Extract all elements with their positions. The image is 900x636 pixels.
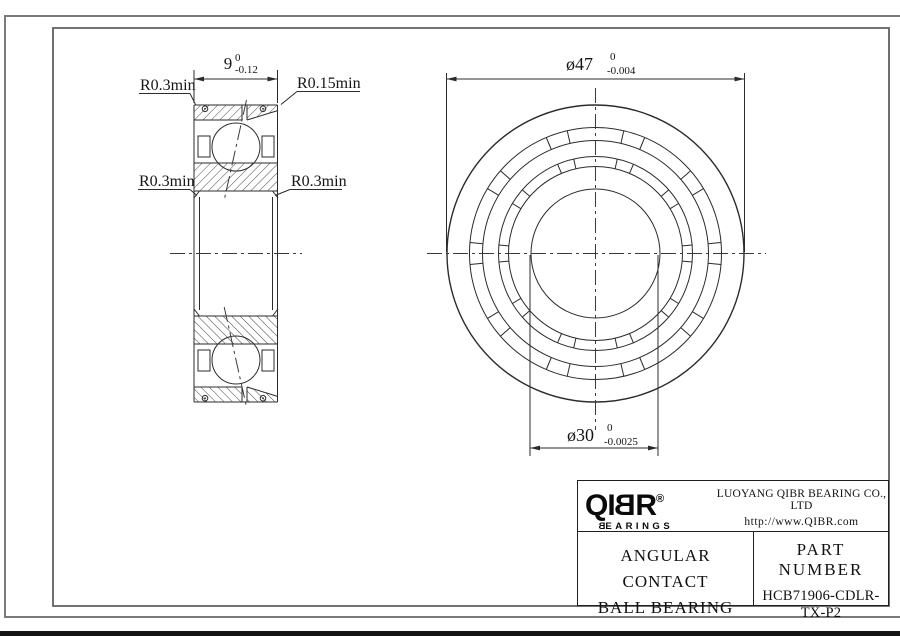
- title-block-detail-row: [578, 532, 888, 621]
- cage-bottom-right: [262, 350, 274, 371]
- outer-ring-bottom-left: [194, 387, 242, 402]
- company-website: http://www.QIBR.com: [744, 516, 859, 528]
- cage-top-left: [198, 136, 210, 157]
- title-block: [577, 480, 889, 621]
- logo-letter: R: [635, 489, 657, 522]
- logo-subtitle-rest: EARINGS: [605, 521, 674, 532]
- logo-letter: I: [607, 489, 615, 522]
- product-description: [578, 532, 754, 617]
- bottom-bar: [0, 631, 900, 636]
- product-line2: BALL BEARING: [597, 598, 734, 617]
- front-view: [427, 88, 766, 430]
- company-logo: [578, 481, 715, 531]
- od-tol-upper: 0: [610, 51, 616, 63]
- bore-tol-lower: -0.0025: [604, 436, 638, 448]
- company-name: LUOYANG QIBR BEARING CO., LTD: [716, 488, 887, 512]
- radius-label-top-left: R0.3min: [140, 77, 196, 94]
- logo-subtitle: [585, 521, 715, 532]
- section-view: [170, 100, 302, 407]
- radius-label-mid-left: R0.3min: [139, 173, 195, 190]
- company-info: [715, 481, 888, 531]
- bore-dimension: [530, 255, 658, 456]
- inner-ring-bottom: [194, 316, 278, 344]
- part-number-value: HCB71906-CDLR-TX-P2: [762, 588, 880, 621]
- outer-ring-bottom-right: [247, 387, 278, 402]
- radius-label-mid-right: R0.3min: [291, 173, 347, 190]
- logo-subtitle-mirrored-b: B: [595, 521, 606, 532]
- cage-top-right: [262, 136, 274, 157]
- product-line1: ANGULAR CONTACT: [620, 546, 711, 591]
- bore-tol-upper: 0: [607, 422, 613, 434]
- width-dimension-value: 9: [223, 54, 233, 73]
- inner-ring-top: [194, 163, 278, 191]
- logo-wordmark: [585, 484, 715, 521]
- cage-bottom-left: [198, 350, 210, 371]
- part-number-label: PART NUMBER: [778, 540, 864, 579]
- title-block-header-row: [578, 481, 888, 532]
- width-tol-upper: 0: [235, 52, 241, 64]
- od-dimension-value: ø47: [566, 54, 593, 74]
- logo-letter-mirrored-b: B: [614, 489, 636, 522]
- outer-ring-top-left: [194, 105, 242, 120]
- bore-dimension-value: ø30: [567, 425, 594, 445]
- od-tol-lower: -0.004: [607, 65, 636, 77]
- logo-letter: Q: [585, 489, 608, 522]
- width-dimension: [194, 52, 278, 103]
- part-number-cell: [754, 532, 888, 621]
- outer-ring-top-right: [247, 105, 278, 120]
- width-tol-lower: -0.12: [235, 64, 258, 76]
- radius-label-top-right: R0.15min: [297, 75, 361, 92]
- registered-mark: ®: [656, 493, 665, 505]
